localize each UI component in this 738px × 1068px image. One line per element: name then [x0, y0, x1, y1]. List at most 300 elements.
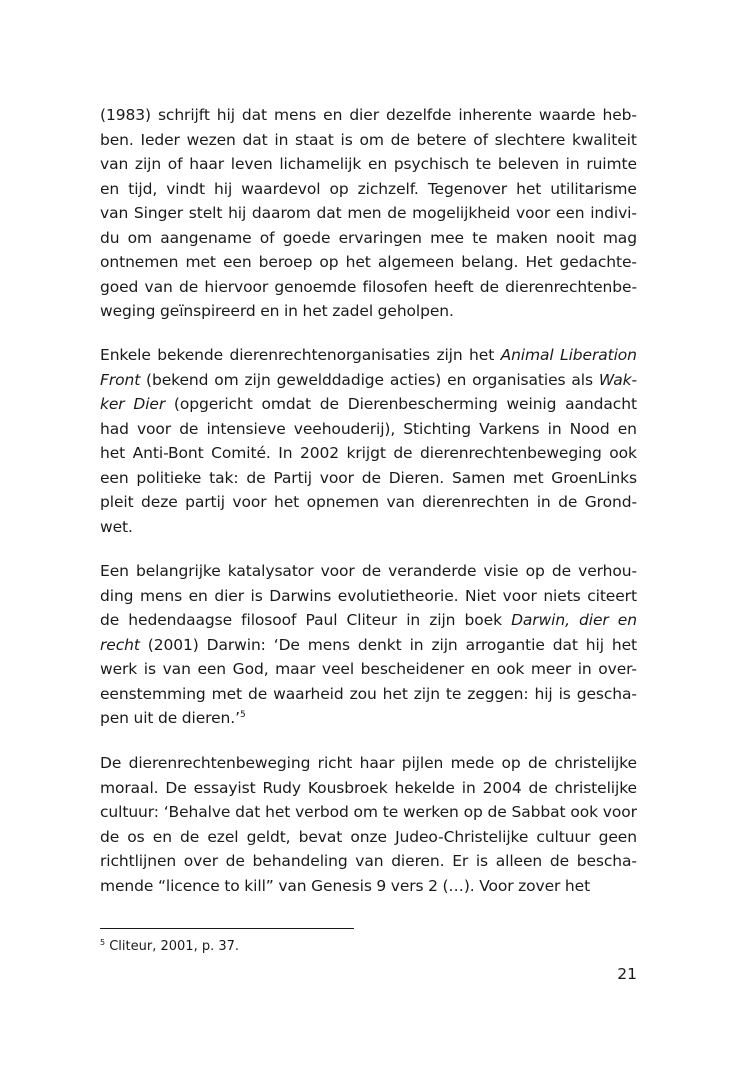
- word: in: [406, 611, 421, 629]
- word: de: [487, 803, 507, 821]
- word: Darwin:: [206, 635, 266, 654]
- word: Wak-: [598, 370, 637, 389]
- word: zichzelf.: [357, 179, 419, 198]
- word: hij: [216, 106, 235, 124]
- word: dier: [579, 611, 609, 629]
- word: zijn: [431, 635, 458, 654]
- footnote-text: Cliteur, 2001, p. 37.: [109, 939, 240, 954]
- word: hij: [585, 635, 604, 654]
- word: maar: [275, 660, 316, 678]
- word: de: [179, 419, 199, 438]
- word: dat: [316, 204, 342, 222]
- word: niets: [543, 586, 581, 605]
- word: in: [409, 635, 424, 654]
- word: mens: [274, 106, 317, 124]
- word: Voor: [479, 876, 514, 895]
- word: de: [100, 827, 120, 846]
- word: goede: [282, 228, 331, 247]
- paragraph-4: [100, 754, 637, 901]
- word: dezelfde: [385, 106, 452, 124]
- word: Paul: [305, 611, 338, 629]
- word: recht: [100, 635, 140, 654]
- word: bescha-: [576, 852, 637, 870]
- word: Het: [525, 253, 553, 271]
- word: inherente: [458, 106, 532, 124]
- word: voor: [136, 419, 172, 438]
- text-line: [100, 685, 637, 710]
- word: of: [259, 228, 275, 247]
- word: hekelde: [394, 778, 455, 797]
- text-line: [100, 852, 637, 877]
- word: dierenrechten: [422, 493, 530, 511]
- word: Dier: [133, 395, 166, 413]
- word: op: [319, 253, 339, 271]
- word: van: [162, 660, 191, 678]
- word: veel: [321, 660, 355, 678]
- text-line: [100, 803, 637, 828]
- text-line: [100, 302, 637, 327]
- word: bescheidener: [360, 660, 465, 678]
- word: bevat: [298, 827, 343, 846]
- word: heeft: [433, 277, 474, 296]
- word: omdat: [261, 395, 312, 413]
- word: om: [359, 130, 384, 149]
- word: nooit: [555, 228, 595, 247]
- word: eenstemming: [100, 684, 206, 703]
- word: aandacht: [565, 395, 637, 413]
- word: het: [345, 253, 371, 271]
- word: te: [382, 803, 399, 821]
- word: cultuur: [536, 827, 591, 846]
- word: het: [265, 803, 291, 821]
- word: Darwins: [269, 586, 332, 605]
- word: filosoof: [241, 611, 297, 629]
- word: en: [100, 179, 120, 198]
- word: Er: [452, 852, 469, 870]
- word: vindt: [166, 179, 205, 198]
- word: staat: [295, 130, 334, 149]
- text-line: [100, 469, 637, 494]
- word: vers: [390, 876, 424, 895]
- word: en: [617, 419, 637, 438]
- word: ‘Behalve: [163, 803, 231, 821]
- word: (…).: [442, 876, 475, 895]
- word: zou: [349, 684, 377, 703]
- word: om: [353, 803, 378, 821]
- word: Partij: [273, 468, 312, 487]
- word: Stichting: [403, 419, 471, 438]
- word: belangrijke: [135, 562, 221, 580]
- word: is: [558, 684, 571, 703]
- word: waarheid: [273, 684, 344, 703]
- word: psychisch: [393, 155, 470, 173]
- word: de: [551, 562, 572, 580]
- page-number: 21: [617, 965, 637, 983]
- word: boek: [464, 611, 502, 629]
- word: Niet: [465, 586, 497, 605]
- word: waardevol: [241, 179, 321, 198]
- word: de: [528, 754, 548, 772]
- word: of: [473, 130, 488, 149]
- word: goed: [100, 277, 139, 296]
- word: ding: [100, 586, 134, 605]
- word: zijn: [134, 155, 162, 173]
- word: de: [178, 277, 199, 296]
- word: en: [617, 611, 637, 629]
- word: en: [188, 586, 208, 605]
- word: de: [361, 562, 382, 580]
- text-line: [100, 709, 637, 734]
- word: verhou-: [578, 562, 637, 580]
- word: De: [165, 778, 187, 797]
- footnote-reference: 5: [239, 710, 246, 720]
- text-line: [100, 371, 637, 396]
- word: 2004: [482, 778, 522, 797]
- word: zeggen:: [467, 684, 529, 703]
- word: pleit: [100, 493, 134, 511]
- word: van: [144, 277, 173, 296]
- word: behandeling: [252, 852, 348, 870]
- word: zijn: [436, 346, 463, 364]
- word: de: [180, 827, 200, 846]
- text-line: [100, 779, 637, 804]
- word: zijn: [244, 370, 271, 389]
- word: van: [355, 852, 384, 870]
- word: in: [536, 493, 551, 511]
- word: moraal.: [100, 778, 159, 797]
- text-line: [100, 278, 637, 303]
- word: organisaties: [472, 370, 566, 389]
- word: veranderde: [388, 562, 477, 580]
- word: de: [100, 611, 120, 629]
- word: Dieren.: [388, 468, 445, 487]
- footnote-divider: [100, 928, 354, 929]
- text-line: [100, 180, 637, 205]
- word: visie: [483, 562, 519, 580]
- paragraph-1: [100, 106, 637, 327]
- word: het: [611, 635, 637, 654]
- word: op: [463, 803, 483, 821]
- word: God,: [232, 660, 269, 678]
- word: betere: [416, 130, 467, 149]
- word: ook: [609, 444, 637, 462]
- word: to: [224, 876, 240, 895]
- word: beroep: [258, 253, 313, 271]
- word: “licence: [157, 876, 220, 895]
- word: acties): [389, 370, 442, 389]
- word: leven: [230, 155, 273, 173]
- word: ontnemen: [100, 253, 179, 271]
- word: is: [143, 660, 156, 678]
- word: in: [274, 130, 289, 149]
- word: in: [547, 419, 562, 438]
- word: dierenrechtenbeweging: [420, 444, 602, 462]
- word: mogelijkheid: [412, 204, 511, 222]
- word: Anti-Bont: [132, 444, 204, 462]
- word: schrijft: [157, 106, 210, 124]
- word: richtlijnen: [100, 852, 177, 870]
- word: gewelddadige: [276, 370, 384, 389]
- word: wezen: [186, 130, 236, 149]
- word: bekende: [157, 346, 224, 364]
- word: genoemde: [274, 277, 357, 296]
- word: is: [340, 130, 353, 149]
- word: met: [513, 468, 544, 487]
- word: intensieve: [206, 419, 286, 438]
- word: mede: [450, 754, 495, 772]
- word: en: [260, 302, 280, 320]
- word: men: [347, 204, 382, 222]
- word: deze: [141, 493, 178, 511]
- word: Enkele: [100, 346, 151, 364]
- word: citeert: [587, 586, 637, 605]
- word: 2: [428, 876, 438, 895]
- word: had: [100, 419, 129, 438]
- text-line: [100, 754, 637, 779]
- word: (bekend: [146, 370, 209, 389]
- word: (2001): [147, 635, 199, 654]
- word: voor: [602, 803, 637, 821]
- word: (opgericht: [173, 395, 253, 413]
- word: dierenrechtenbeweging: [128, 754, 311, 772]
- word: gedachte-: [559, 253, 637, 271]
- word: op: [329, 179, 349, 198]
- word: ezel: [207, 827, 239, 846]
- word: haar: [359, 754, 395, 772]
- word: maken: [495, 228, 548, 247]
- word: de: [247, 684, 268, 703]
- word: in: [461, 778, 476, 797]
- paragraph-3: [100, 562, 637, 734]
- word: Samen: [451, 468, 506, 487]
- word: slechtere: [494, 130, 566, 149]
- word: dieren.: [391, 852, 445, 870]
- word: waarde: [538, 106, 596, 124]
- word: is: [250, 586, 263, 605]
- word: de: [158, 709, 178, 727]
- word: en: [152, 827, 172, 846]
- word: in: [565, 155, 580, 173]
- word: over: [183, 852, 218, 870]
- text-line: [100, 106, 637, 131]
- word: daarom: [251, 204, 311, 222]
- word: katalysator: [227, 562, 314, 580]
- word: hiervoor: [204, 277, 269, 296]
- word: geldt,: [246, 827, 291, 846]
- word: Darwin,: [511, 611, 570, 629]
- word: ruimte: [586, 155, 637, 173]
- text-line: [100, 587, 637, 612]
- word: stelt: [188, 204, 223, 222]
- text-line: [100, 518, 637, 543]
- word: van: [278, 876, 307, 895]
- word: Nood: [569, 419, 610, 438]
- word: meer: [530, 660, 572, 678]
- word: De: [100, 754, 122, 772]
- word: mens: [307, 635, 350, 654]
- word: du: [100, 228, 120, 247]
- word: 9: [376, 876, 387, 895]
- word: Animal: [500, 346, 554, 364]
- word: os: [127, 827, 145, 846]
- word: 2002: [299, 444, 339, 462]
- word: met: [185, 253, 216, 271]
- word: dier: [349, 106, 379, 124]
- word: ‘De: [273, 635, 300, 654]
- word: pijlen: [401, 754, 444, 772]
- word: de: [528, 778, 548, 797]
- word: aangename: [160, 228, 252, 247]
- word: tak:: [209, 468, 239, 487]
- word: mee: [430, 228, 464, 247]
- word: partij: [185, 493, 225, 511]
- word: dier: [214, 586, 244, 605]
- word: zover: [518, 876, 561, 895]
- word: weinig: [506, 395, 557, 413]
- word: een: [197, 660, 227, 678]
- word: op: [525, 562, 545, 580]
- word: evolutietheorie.: [337, 586, 459, 605]
- word: dat: [552, 635, 578, 654]
- word: hij: [228, 204, 247, 222]
- word: zijn: [413, 684, 440, 703]
- word: ook: [496, 660, 525, 678]
- word: Ieder: [140, 130, 180, 149]
- word: dieren.’$^5$: [181, 709, 246, 727]
- text-line: [100, 636, 637, 661]
- word: het: [564, 876, 591, 895]
- text-line: [100, 828, 637, 853]
- word: de: [549, 852, 570, 870]
- word: opnemen: [306, 493, 380, 511]
- word: onze: [350, 827, 387, 846]
- word: cultuur:: [100, 803, 159, 821]
- word: de: [393, 444, 413, 462]
- word: ben.: [100, 130, 134, 149]
- word: Tegenover: [427, 179, 508, 198]
- word: voor: [319, 468, 354, 487]
- word: mag: [602, 228, 637, 247]
- word: als: [571, 370, 593, 389]
- word: hij: [534, 684, 553, 703]
- word: en: [367, 155, 388, 173]
- word: Comité.: [211, 444, 271, 462]
- text-line: [100, 660, 637, 685]
- word: is: [475, 852, 489, 870]
- word: voor: [516, 204, 551, 222]
- word: een: [100, 468, 129, 487]
- word: zadel: [332, 302, 374, 320]
- word: zijn: [429, 611, 456, 629]
- word: ker: [100, 395, 125, 413]
- footnote-marker: 5: [100, 938, 106, 947]
- word: hij: [214, 179, 233, 198]
- word: van: [386, 493, 415, 511]
- word: dierenrechtenbe-: [505, 277, 637, 296]
- word: op: [501, 754, 521, 772]
- word: pen: [100, 709, 129, 727]
- word: met: [211, 684, 243, 703]
- text-line: [100, 155, 637, 180]
- word: te: [445, 684, 462, 703]
- word: Front: [100, 370, 141, 389]
- word: het: [469, 346, 495, 364]
- text-line: [100, 562, 637, 587]
- word: ervaringen: [338, 228, 422, 247]
- word: Liberation: [560, 346, 637, 364]
- word: beleven: [497, 155, 559, 173]
- word: weging: [100, 302, 156, 320]
- word: de: [319, 395, 339, 413]
- text-line: [100, 346, 637, 371]
- word: mens: [139, 586, 183, 605]
- word: politieke: [136, 468, 202, 487]
- word: de: [390, 130, 410, 149]
- word: ook: [570, 803, 598, 821]
- word: voor: [232, 493, 267, 511]
- word: heb-: [602, 106, 637, 124]
- word: de: [225, 852, 245, 870]
- word: tijd,: [128, 179, 158, 198]
- text-line: [100, 420, 637, 445]
- word: utilitarisme: [550, 179, 637, 198]
- word: filosofen: [362, 277, 428, 296]
- word: Rudy: [262, 778, 301, 797]
- text-line: [100, 204, 637, 229]
- text-line: [100, 444, 637, 469]
- text-line: [100, 493, 637, 518]
- word: arrogantie: [465, 635, 545, 654]
- text-line: [100, 229, 637, 254]
- word: een: [222, 253, 252, 271]
- word: wet.: [100, 517, 133, 536]
- text-line: [100, 395, 637, 420]
- word: christelijke: [554, 754, 637, 772]
- word: te: [475, 155, 492, 173]
- word: om: [127, 228, 153, 247]
- word: een: [555, 204, 585, 222]
- word: te: [472, 228, 488, 247]
- text-line: [100, 877, 637, 902]
- text-line: [100, 611, 637, 636]
- word: Judeo-Christelijke: [395, 827, 529, 846]
- word: kill”: [244, 876, 274, 895]
- word: indivi-: [590, 204, 637, 222]
- word: Kousbroek: [307, 778, 388, 797]
- word: de: [246, 468, 266, 487]
- word: dat: [235, 803, 261, 821]
- word: Grond-: [584, 493, 637, 511]
- word: om: [214, 370, 239, 389]
- word: van: [100, 204, 129, 222]
- text-line: [100, 253, 637, 278]
- word: algemeen: [377, 253, 455, 271]
- word: werk: [100, 660, 138, 678]
- word: denkt: [357, 635, 402, 654]
- word: dat: [242, 130, 268, 149]
- word: Singer: [133, 204, 184, 222]
- word: of: [167, 155, 183, 173]
- word: Een: [100, 562, 129, 580]
- word: verbod: [295, 803, 349, 821]
- word: christelijke: [554, 778, 637, 797]
- word: het: [302, 302, 328, 320]
- word: van: [100, 155, 129, 173]
- word: en: [323, 106, 343, 124]
- word: en: [470, 660, 490, 678]
- word: het: [516, 179, 542, 198]
- word: krijgt: [346, 444, 386, 462]
